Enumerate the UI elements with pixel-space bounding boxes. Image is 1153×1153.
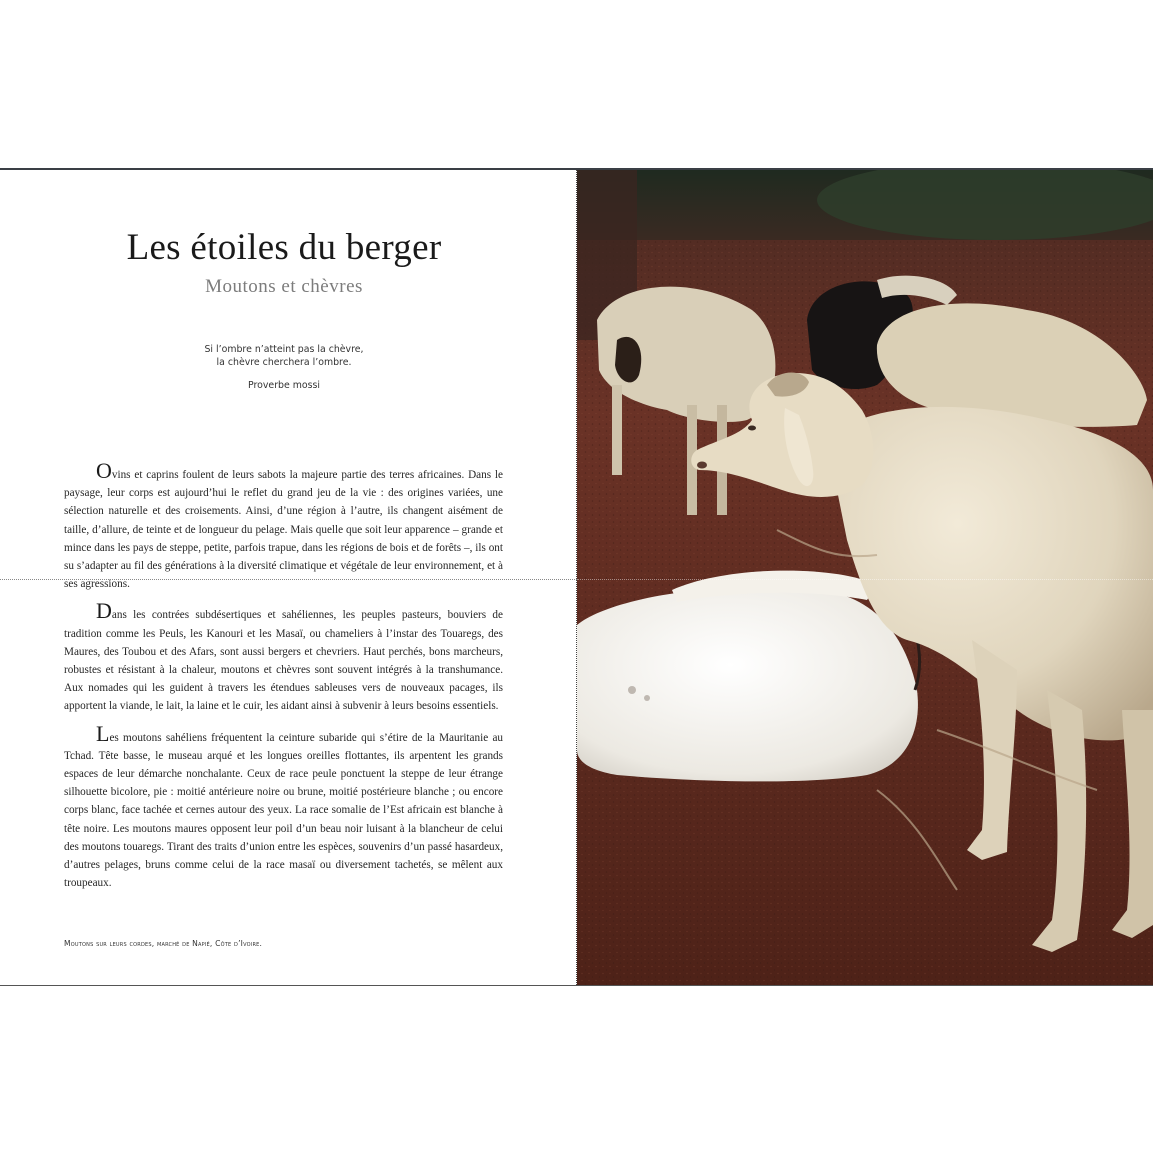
paragraph-text: vins et caprins foulent de leurs sabots la majeure partie des terres africaines. Dans le paysage, leur corps est aujourd’hui le reflet du grand jeu de la vie : des origines variées, une sélection naturelle et des croisements. Ainsi, d’une région à l’autre, ils changent aisément de taille, d’allure, de teinte et de longueur du pelage. Mais quelle que soit leur apparence – grande et mince dans les pays de steppe, petite, parfois trapue, dans les régions de bois et de forêts –, ils ont su s’adapter au fil des générations à la diversité climatique et végétale de leur environnement, et à ses agressions.: [64, 469, 503, 591]
right-page: [577, 170, 1153, 985]
dropcap: D: [96, 598, 112, 624]
page-title: Les étoiles du berger: [126, 227, 442, 268]
fold-line-photo: [577, 579, 1153, 580]
paragraph-1: [64, 458, 503, 593]
paragraph-text: es moutons sahéliens fréquentent la ceinture subaride qui s’étire de la Mauritanie au Tchad. Tête basse, le museau arqué et les longues oreilles flottantes, ils arpentent les grands espaces de leur démarche nonchalante. Ceux de race peule ponctuent la steppe de leur étrange silhouette bicolore, pie : moitié antérieure noire ou brune, moitié postérieure blanche ; ou encore corps blanc, face tachée et cernes autour des yeux. La race somalie de l’Est africain est blanche à tête noire. Les moutons maures opposent leur poil d’un beau noir luisant à la blancheur de celui des moutons touaregs. Tirant des traits d’union entre les espèces, souvenirs d’un passé hasardeux, d’autres pelages, bruns comme celui de la race masaï ou diversement tachetés, se mêlent aux troupeaux.: [64, 731, 503, 890]
body-text: [64, 458, 503, 905]
sheep-herd-photo: [577, 170, 1153, 985]
left-page: [0, 170, 577, 985]
fold-line: [0, 579, 577, 580]
epigraph: [0, 343, 568, 392]
photo-caption: Moutons sur leurs cordes, marché de Napié, Côte d’Ivoire.: [64, 939, 263, 948]
epigraph-attribution: Proverbe mossi: [248, 380, 320, 391]
book-spread: [0, 168, 1153, 986]
paragraph-3: [64, 720, 503, 893]
epigraph-line-2: la chèvre cherchera l’ombre.: [216, 357, 352, 368]
gutter-line: [576, 170, 577, 985]
dropcap: L: [96, 720, 110, 746]
paragraph-2: [64, 598, 503, 715]
epigraph-line-1: Si l’ombre n’atteint pas la chèvre,: [204, 344, 364, 355]
dropcap: O: [96, 458, 112, 483]
page-subtitle: Moutons et chèvres: [205, 276, 363, 297]
paragraph-text: ans les contrées subdésertiques et sahéliennes, les peuples pasteurs, bouviers de tradition comme les Peuls, les Kanouri et les Masaï, ou chameliers à l’instar des Touaregs, des Maures, des Toubou et des Afars, sont aussi bergers et chevriers. Haut perchés, bons marcheurs, robustes et résistant à la chaleur, moutons et chèvres sont souvent intégrés à la transhumance. Aux nomades qui les guident à travers les étendues sableuses vers de nouveaux pacages, ils apportent la viande, le lait, la laine et le cuir, les aidant ainsi à subvenir à leurs besoins essentiels.: [64, 609, 503, 713]
